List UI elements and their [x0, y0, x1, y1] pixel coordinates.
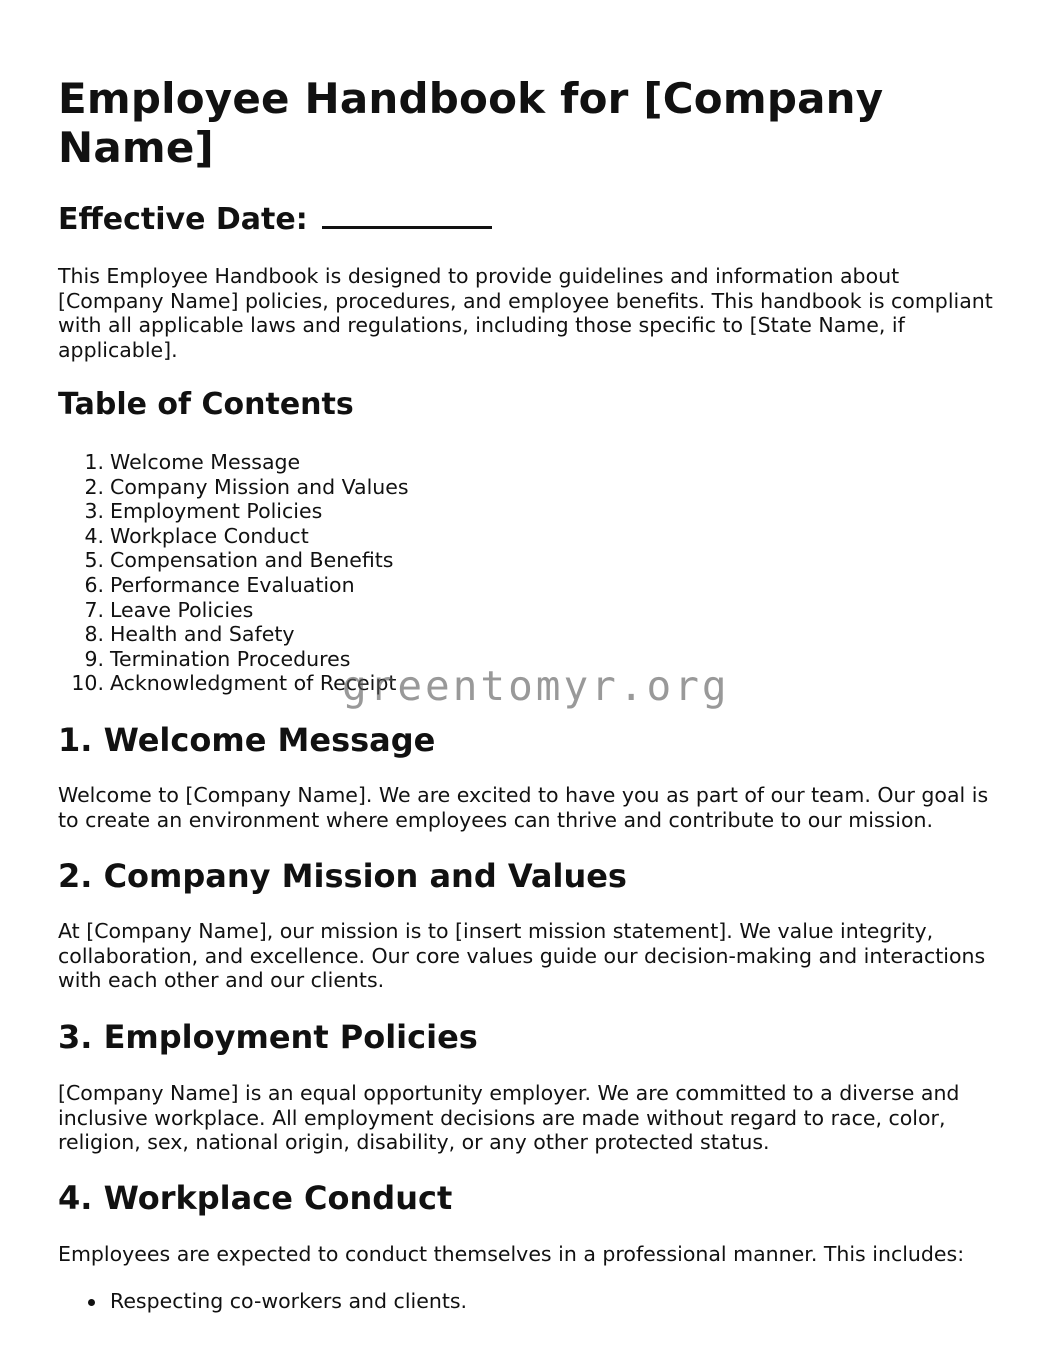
- toc-item-number: 4.: [84, 523, 104, 548]
- toc-item-number: 7.: [84, 597, 104, 622]
- toc-item-label: Employment Policies: [110, 499, 323, 524]
- toc-item-number: 2.: [84, 474, 104, 499]
- toc-item-label: Workplace Conduct: [110, 523, 309, 548]
- toc-item: [58, 573, 409, 598]
- toc-item: [58, 622, 409, 647]
- toc-item-number: 10.: [71, 671, 104, 696]
- section-body-welcome: Welcome to [Company Name]. We are excited to have you as part of our team. Our goal is to create an environment where employees can thrive and contribute to our mission.: [58, 783, 989, 832]
- toc-item-number: 1.: [84, 450, 104, 474]
- section-heading-workplace-conduct: 4. Workplace Conduct: [58, 1179, 453, 1217]
- table-of-contents: [58, 450, 409, 696]
- toc-item-number: 9.: [84, 646, 104, 671]
- toc-item-label: Health and Safety: [110, 622, 295, 647]
- document-title: Employee Handbook for [Company Name]: [58, 74, 884, 172]
- watermark: greentomyr.org: [342, 662, 730, 710]
- toc-item-label: Compensation and Benefits: [110, 548, 394, 573]
- toc-item-number: 5.: [84, 548, 104, 573]
- bullet-item-text: Respecting co-workers and clients.: [110, 1289, 468, 1313]
- conduct-bullet-list: [58, 1289, 467, 1314]
- section-body-mission: At [Company Name], our mission is to [insert mission statement]. We value integrity, collaboration, and excellence. Our core values guide our decision-making and interactions with each other and our clients.: [58, 919, 986, 993]
- toc-item-label: Leave Policies: [110, 597, 254, 622]
- section-body-employment-policies: [Company Name] is an equal opportunity employer. We are committed to a diverse and inclusive workplace. All employment decisions are made without regard to race, color, religion, sex, national origin, disability, or any other protected status.: [58, 1081, 960, 1155]
- effective-date-label: Effective Date:: [58, 202, 308, 237]
- toc-item-number: 3.: [84, 499, 104, 524]
- intro-paragraph: This Employee Handbook is designed to provide guidelines and information about [Company Name] policies, procedures, and employee benefits. This handbook is compliant with all applicable laws and regulations, including those specific to [State Name, if applicable].: [58, 264, 993, 362]
- section-heading-welcome: 1. Welcome Message: [58, 721, 436, 759]
- toc-item: [58, 499, 409, 524]
- effective-date-heading: [58, 200, 492, 238]
- section-body-workplace-conduct: Employees are expected to conduct themselves in a professional manner. This includes:: [58, 1242, 965, 1266]
- toc-item: [58, 475, 409, 500]
- toc-item-label: Welcome Message: [110, 450, 301, 474]
- section-heading-mission: 2. Company Mission and Values: [58, 857, 627, 895]
- toc-item: [58, 524, 409, 549]
- toc-item-label: Performance Evaluation: [110, 572, 355, 597]
- toc-heading: Table of Contents: [58, 387, 354, 422]
- toc-item: [58, 647, 409, 672]
- toc-item-label: Company Mission and Values: [110, 474, 409, 499]
- toc-item-number: 6.: [84, 572, 104, 597]
- toc-item: [58, 548, 409, 573]
- toc-item-number: 8.: [84, 622, 104, 647]
- toc-item-label: Acknowledgment of Receipt: [110, 671, 397, 696]
- toc-item: [58, 450, 409, 475]
- bullet-dot-icon: [88, 1299, 95, 1306]
- toc-item-label: Termination Procedures: [110, 646, 351, 671]
- bullet-item: [58, 1289, 467, 1314]
- section-heading-employment-policies: 3. Employment Policies: [58, 1018, 478, 1056]
- toc-item: [58, 671, 409, 696]
- effective-date-blank[interactable]: [322, 200, 492, 229]
- toc-item: [58, 598, 409, 623]
